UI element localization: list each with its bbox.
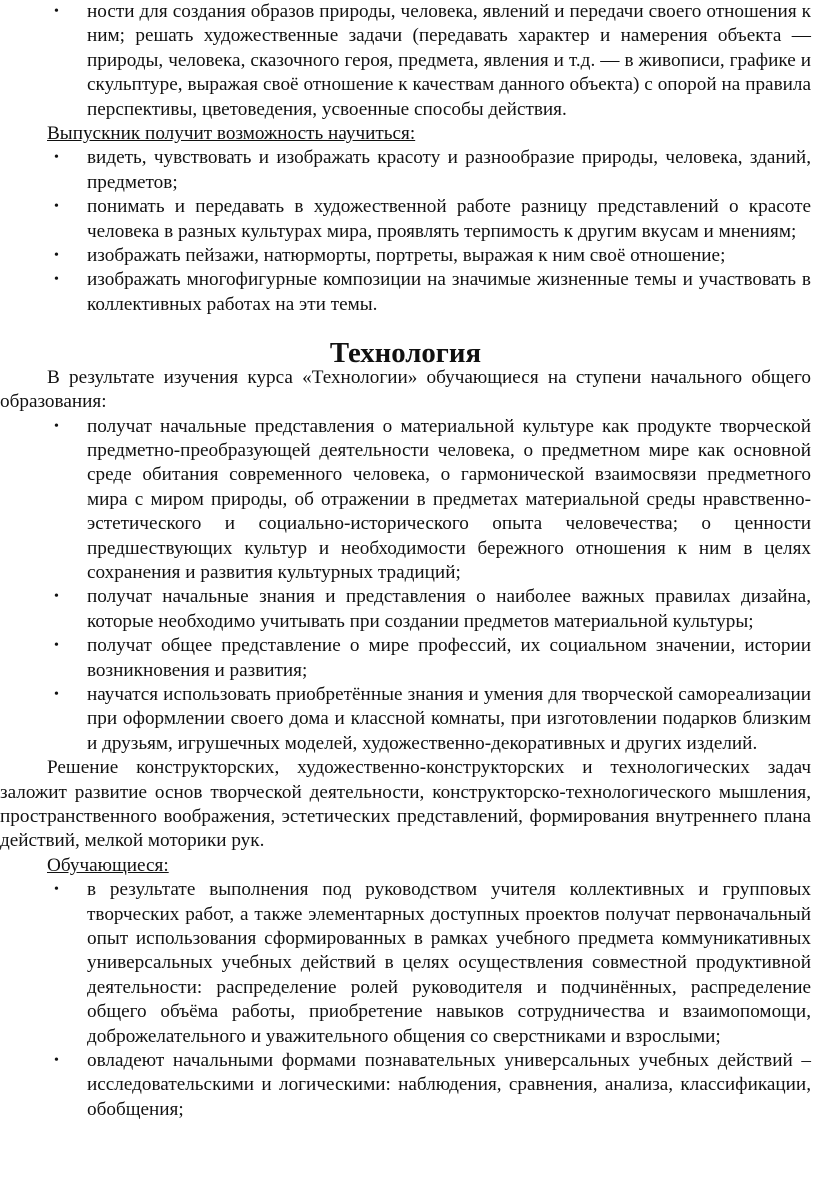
bullet-icon: •: [54, 882, 59, 898]
graduate-list: [0, 146, 811, 317]
solution-paragraph: Решение конструкторских, художественно-конструкторских и технологических задач заложит развитие основ творческой деятельности, конструкторско-технологического мышления, пространственного воображения, эстетических представлений, формирования внутреннего плана действий, мелкой моторики рук.: [0, 757, 811, 852]
list-item: [0, 0, 811, 122]
list-item: [0, 195, 811, 244]
list-item: [0, 268, 811, 317]
bullet-icon: •: [54, 248, 59, 264]
bullet-icon: •: [54, 199, 59, 215]
bullet-icon: •: [54, 638, 59, 654]
learners-heading: Обучающиеся:: [47, 854, 169, 876]
learners-list: [0, 878, 811, 1122]
list-item-text: научатся использовать приобретённые знания и умения для творческой самореализации при оформлении своего дома и классной комнаты, при изготовлении подарков близким и друзьям, игрушечных моделей, художественно-декоративных и других изделий.: [87, 683, 811, 754]
bullet-icon: •: [54, 686, 59, 702]
bullet-icon: •: [54, 4, 59, 19]
list-item: [0, 585, 811, 634]
list-item-text: изображать пейзажи, натюрморты, портреты, выражая к ним своё отношение;: [87, 245, 726, 267]
list-item: [0, 683, 811, 756]
bullet-icon: •: [54, 272, 59, 288]
list-item-text: изображать многофигурные композиции на значимые жизненные темы и участвовать в коллективных работах на эти темы.: [87, 269, 811, 315]
bullet-icon: •: [54, 418, 59, 434]
bullet-icon: •: [54, 150, 59, 166]
list-item: [0, 878, 811, 1049]
list-item: [0, 634, 811, 683]
continued-list: [0, 0, 811, 122]
list-item: [0, 415, 811, 586]
list-item-text: получат начальные представления о материальной культуре как продукте творческой предметно-преобразующей деятельности человека, о предметном мире как основной среде обитания современного человека, о гармонической взаимосвязи предметного мира с миром природы, об отражении в предметах материальной среды нравственно-эстетического и социально-исторического опыта человечества; о ценности предшествующих культур и необходимости бережного отношения к ним в целях сохранения и развития культурных традиций;: [87, 415, 811, 583]
list-item-text: ности для создания образов природы, человека, явлений и передачи своего отношения к ним; решать художественные задачи (передавать характер и намерения объекта — природы, человека, сказочного героя, предмета, явления и т.д. — в живописи, графике и скульптуре, выражая своё отношение к качествам данного объекта) с опорой на правила перспективы, цветоведения, усвоенные способы действия.: [87, 1, 811, 120]
list-item: [0, 244, 811, 268]
list-item-text: видеть, чувствовать и изображать красоту и разнообразие природы, человека, зданий, предметов;: [87, 147, 811, 193]
graduate-heading: Выпускник получит возможность научиться:: [47, 123, 416, 145]
list-item-text: получат начальные знания и представления о наиболее важных правилах дизайна, которые необходимо учитывать при создании предметов материальной культуры;: [87, 586, 811, 632]
list-item-text: в результате выполнения под руководством учителя коллективных и групповых творческих работ, а также элементарных доступных проектов получат первоначальный опыт использования сформированных в рамках учебного предмета коммуникативных универсальных учебных действий в целях осуществления совместной продуктивной деятельности: распределение ролей руководителя и подчинённых, распределение общего объёма работы, приобретение навыков сотрудничества и взаимопомощи, доброжелательного и уважительного общения со сверстниками и взрослыми;: [87, 879, 811, 1047]
results-list: [0, 415, 811, 757]
bullet-icon: •: [54, 1053, 59, 1069]
list-item-text: получат общее представление о мире профессий, их социальном значении, истории возникновения и развития;: [87, 635, 811, 681]
list-item-text: овладеют начальными формами познавательных универсальных учебных действий – исследовательскими и логическими: наблюдения, сравнения, анализа, классификации, обобщения;: [87, 1050, 811, 1120]
intro-paragraph: В результате изучения курса «Технологии» обучающиеся на ступени начального общего образования:: [0, 366, 811, 413]
section-title: Технология: [329, 337, 482, 370]
list-item: [0, 1049, 811, 1122]
bullet-icon: •: [54, 589, 59, 605]
list-item: [0, 146, 811, 195]
list-item-text: понимать и передавать в художественной работе разницу представлений о красоте человека в разных культурах мира, проявлять терпимость к другим вкусам и мнениям;: [87, 196, 811, 242]
